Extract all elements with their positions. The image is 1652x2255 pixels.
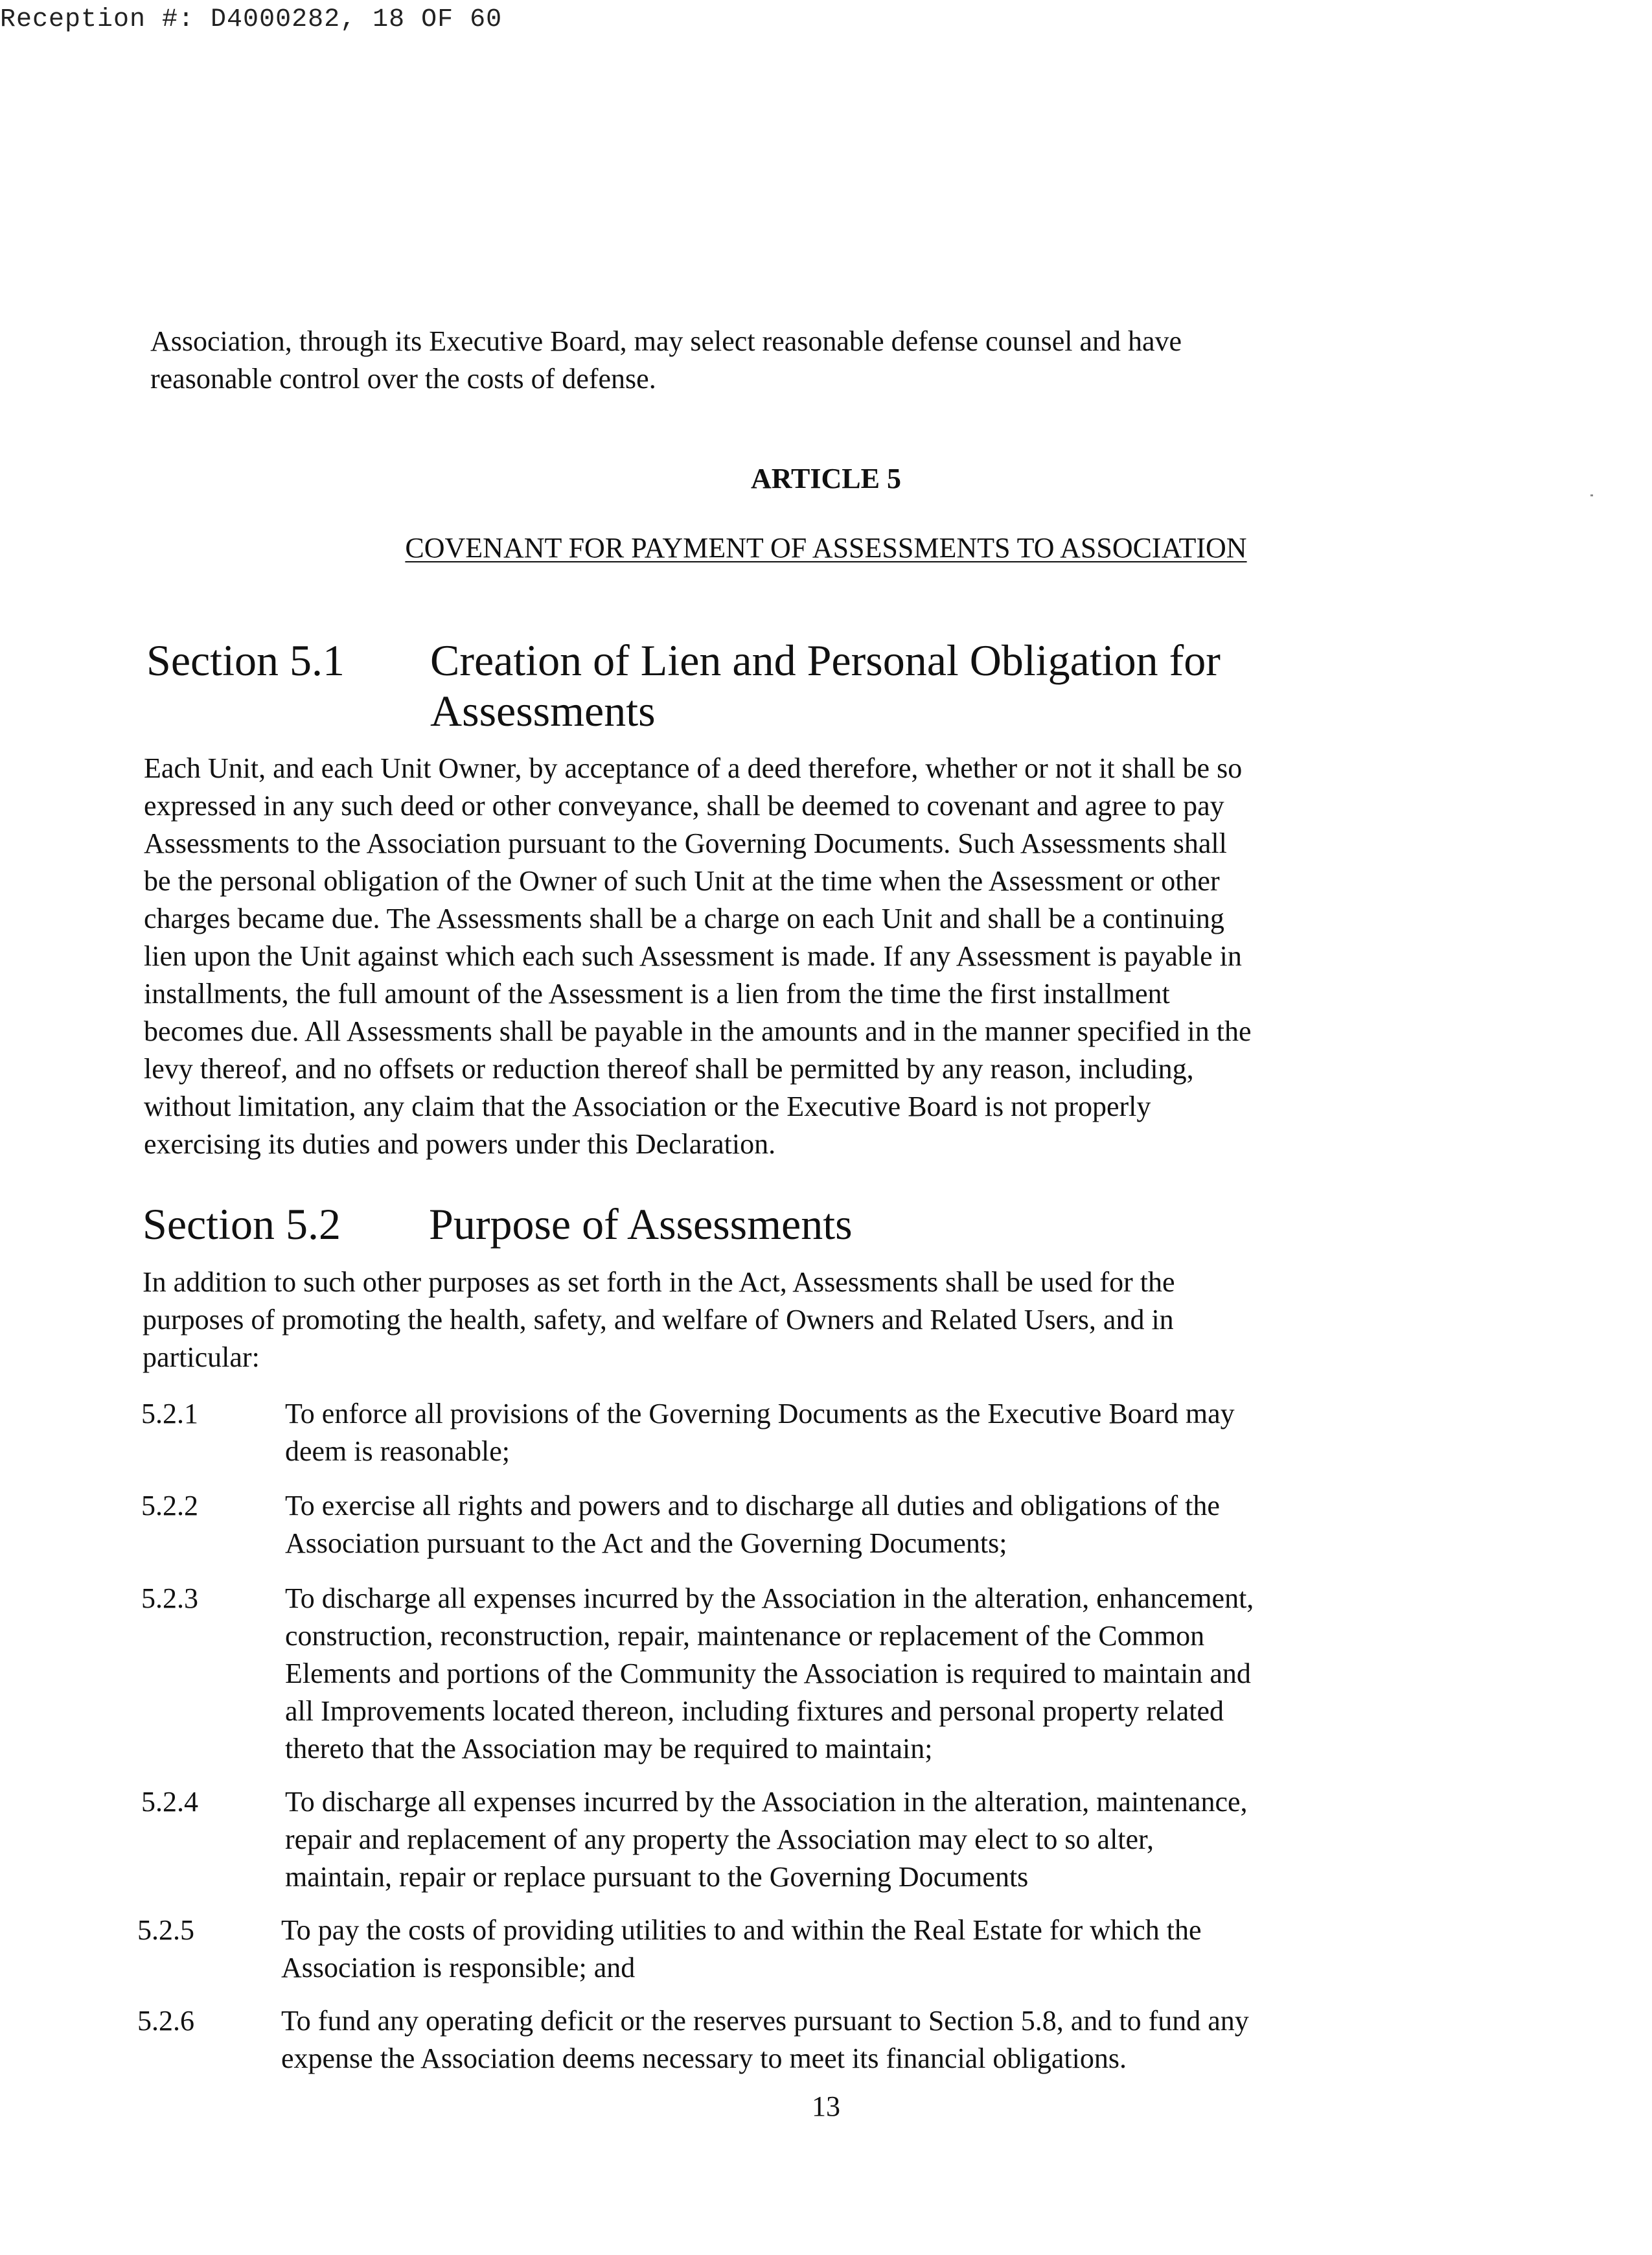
item-line: thereto that the Association may be required to maintain; [285, 1733, 933, 1764]
item-line: To enforce all provisions of the Governing Documents as the Executive Board may [285, 1398, 1235, 1429]
list-item [285, 1395, 1235, 1470]
item-line: repair and replacement of any property the Association may elect to so alter, [285, 1823, 1154, 1855]
item-line: To exercise all rights and powers and to discharge all duties and obligations of the [285, 1490, 1220, 1521]
item-number: 5.2.2 [141, 1490, 198, 1521]
section-5-2-number: Section 5.2 [143, 1199, 341, 1249]
body-line: exercising its duties and powers under this Declaration. [144, 1128, 776, 1160]
item-number: 5.2.6 [137, 2005, 194, 2037]
article-title: COVENANT FOR PAYMENT OF ASSESSMENTS TO ASSOCIATION [405, 532, 1247, 564]
item-line: Association pursuant to the Act and the Governing Documents; [285, 1527, 1007, 1559]
item-line: Elements and portions of the Community the Association is required to maintain and [285, 1658, 1251, 1689]
list-item [281, 2002, 1249, 2077]
list-item [285, 1580, 1254, 1768]
section-5-1-title-line: Creation of Lien and Personal Obligation for [430, 636, 1221, 685]
scan-speck [1590, 494, 1593, 496]
item-line: To discharge all expenses incurred by the Association in the alteration, enhancement, [285, 1582, 1254, 1614]
section-5-2-intro [143, 1264, 1175, 1376]
intro-line: particular: [143, 1341, 260, 1373]
item-line: To fund any operating deficit or the reserves pursuant to Section 5.8, and to fund any [281, 2005, 1249, 2037]
list-item [281, 1912, 1202, 1987]
item-line: Association is responsible; and [281, 1952, 636, 1983]
body-line: lien upon the Unit against which each such Assessment is made. If any Assessment is payable in [144, 940, 1242, 972]
item-line: construction, reconstruction, repair, maintenance or replacement of the Common [285, 1620, 1205, 1652]
section-5-1-number: Section 5.1 [146, 636, 345, 685]
item-line: To pay the costs of providing utilities to and within the Real Estate for which the [281, 1914, 1202, 1946]
item-line: all Improvements located thereon, including fixtures and personal property related [285, 1695, 1224, 1727]
page-number: 13 [812, 2090, 840, 2122]
item-line: maintain, repair or replace pursuant to the Governing Documents [285, 1861, 1029, 1893]
section-5-1-body [144, 750, 1252, 1163]
body-line: expressed in any such deed or other conveyance, shall be deemed to covenant and agree to pay [144, 790, 1224, 822]
body-line: levy thereof, and no offsets or reduction thereof shall be permitted by any reason, including, [144, 1053, 1194, 1085]
item-number: 5.2.1 [141, 1398, 198, 1429]
body-line: becomes due. All Assessments shall be payable in the amounts and in the manner specified in the [144, 1015, 1252, 1047]
intro-line: In addition to such other purposes as set forth in the Act, Assessments shall be used for the [143, 1266, 1175, 1298]
intro-line: reasonable control over the costs of defense. [150, 363, 656, 395]
item-line: expense the Association deems necessary to meet its financial obligations. [281, 2042, 1127, 2074]
section-5-1-title [430, 635, 1221, 736]
item-number: 5.2.4 [141, 1786, 198, 1818]
item-number: 5.2.5 [137, 1914, 194, 1946]
body-line: Assessments to the Association pursuant to the Governing Documents. Such Assessments shall [144, 827, 1227, 859]
body-line: installments, the full amount of the Assessment is a lien from the time the first installment [144, 978, 1170, 1010]
body-line: be the personal obligation of the Owner of such Unit at the time when the Assessment or other [144, 865, 1220, 897]
body-line: charges became due. The Assessments shall be a charge on each Unit and shall be a continuing [144, 903, 1224, 934]
section-5-2-title: Purpose of Assessments [429, 1199, 853, 1249]
item-line: deem is reasonable; [285, 1435, 510, 1467]
list-item [285, 1783, 1248, 1896]
list-item [285, 1487, 1220, 1562]
intro-line: purposes of promoting the health, safety, and welfare of Owners and Related Users, and in [143, 1304, 1174, 1336]
article-heading: ARTICLE 5 [751, 463, 901, 494]
item-number: 5.2.3 [141, 1582, 198, 1614]
body-line: Each Unit, and each Unit Owner, by acceptance of a deed therefore, whether or not it shall be so [144, 752, 1243, 784]
body-line: without limitation, any claim that the Association or the Executive Board is not properly [144, 1091, 1151, 1122]
reception-header: Reception #: D4000282, 18 OF 60 [0, 5, 503, 34]
intro-paragraph [150, 323, 1182, 398]
section-5-1-title-line: Assessments [430, 686, 656, 735]
item-line: To discharge all expenses incurred by the Association in the alteration, maintenance, [285, 1786, 1248, 1818]
intro-line: Association, through its Executive Board, may select reasonable defense counsel and have [150, 325, 1182, 357]
